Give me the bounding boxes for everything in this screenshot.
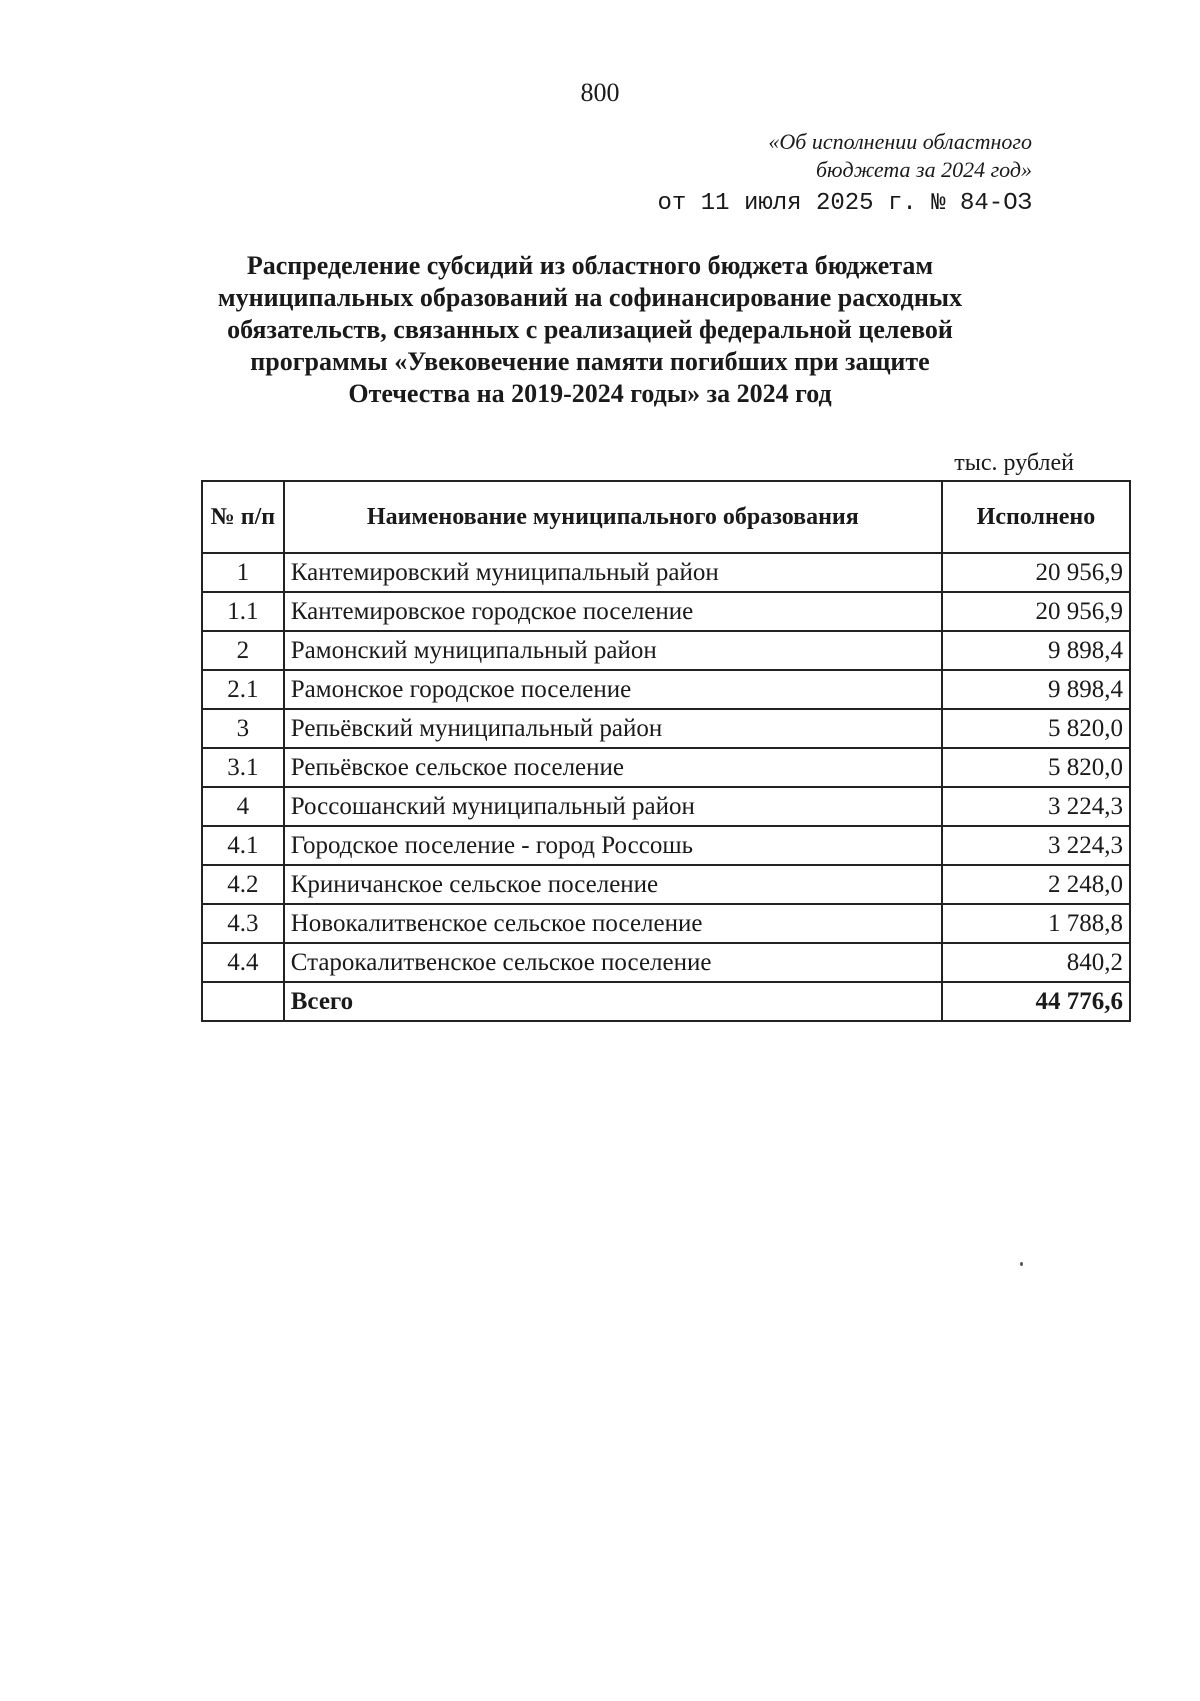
row-num: 2.1 [202, 670, 284, 709]
table-row [202, 592, 1130, 631]
header-value: Исполнено [942, 481, 1130, 553]
row-value: 9 898,4 [942, 631, 1130, 670]
row-name: Репьёвское сельское поселение [284, 748, 942, 787]
header-name: Наименование муниципального образования [284, 481, 942, 553]
row-value: 20 956,9 [942, 553, 1130, 592]
table-row [202, 787, 1130, 826]
page-number: 800 [580, 78, 620, 107]
table-row [202, 709, 1130, 748]
row-num: 3.1 [202, 748, 284, 787]
row-name: Россошанский муниципальный район [284, 787, 942, 826]
row-num: 3 [202, 709, 284, 748]
table-row [202, 904, 1130, 943]
row-num: 1.1 [202, 592, 284, 631]
row-value: 9 898,4 [942, 670, 1130, 709]
row-num: 4.2 [202, 865, 284, 904]
row-name: Рамонское городское поселение [284, 670, 942, 709]
table-row [202, 748, 1130, 787]
total-row [202, 982, 1130, 1021]
table-row [202, 553, 1130, 592]
row-value: 20 956,9 [942, 592, 1130, 631]
row-name: Кантемировское городское поселение [284, 592, 942, 631]
subsidy-table [201, 480, 1131, 1022]
row-value: 2 248,0 [942, 865, 1130, 904]
row-value: 5 820,0 [942, 709, 1130, 748]
scan-speck [1020, 1262, 1023, 1266]
reference-line-1: «Об исполнении областного [768, 129, 1032, 154]
table-row [202, 865, 1130, 904]
row-name: Криничанское сельское поселение [284, 865, 942, 904]
row-num: 4.4 [202, 943, 284, 982]
row-name: Рамонский муниципальный район [284, 631, 942, 670]
row-num: 4.3 [202, 904, 284, 943]
row-num: 2 [202, 631, 284, 670]
row-num: 4 [202, 787, 284, 826]
reference-date: от 11 июля 2025 г. № 84-ОЗ [657, 190, 1032, 217]
row-value: 3 224,3 [942, 787, 1130, 826]
table-row [202, 631, 1130, 670]
table-row [202, 943, 1130, 982]
row-num: 4.1 [202, 826, 284, 865]
row-value: 3 224,3 [942, 826, 1130, 865]
units-label: тыс. рублей [954, 450, 1074, 476]
reference-line-2: бюджета за 2024 год» [815, 157, 1032, 182]
table-row [202, 826, 1130, 865]
header-num: № п/п [202, 481, 284, 553]
row-name: Кантемировский муниципальный район [284, 553, 942, 592]
row-name: Старокалитвенское сельское поселение [284, 943, 942, 982]
total-num [202, 982, 284, 1021]
row-name: Новокалитвенское сельское поселение [284, 904, 942, 943]
row-num: 1 [202, 553, 284, 592]
row-name: Репьёвский муниципальный район [284, 709, 942, 748]
table-header-row [202, 481, 1130, 553]
row-value: 1 788,8 [942, 904, 1130, 943]
total-label: Всего [284, 982, 942, 1021]
row-value: 840,2 [942, 943, 1130, 982]
table-row [202, 670, 1130, 709]
row-name: Городское поселение - город Россошь [284, 826, 942, 865]
table-body [202, 553, 1130, 1021]
document-title: Распределение субсидий из областного бюджета бюджетам муниципальных образований на софинансирование расходных обязательств, связанных с реализацией федеральной целевой программы «Увековечение памяти погибших при защите Отечества на 2019-2024 годы» за 2024 год [217, 251, 963, 408]
row-value: 5 820,0 [942, 748, 1130, 787]
document-reference [658, 128, 1032, 222]
total-value: 44 776,6 [942, 982, 1130, 1021]
